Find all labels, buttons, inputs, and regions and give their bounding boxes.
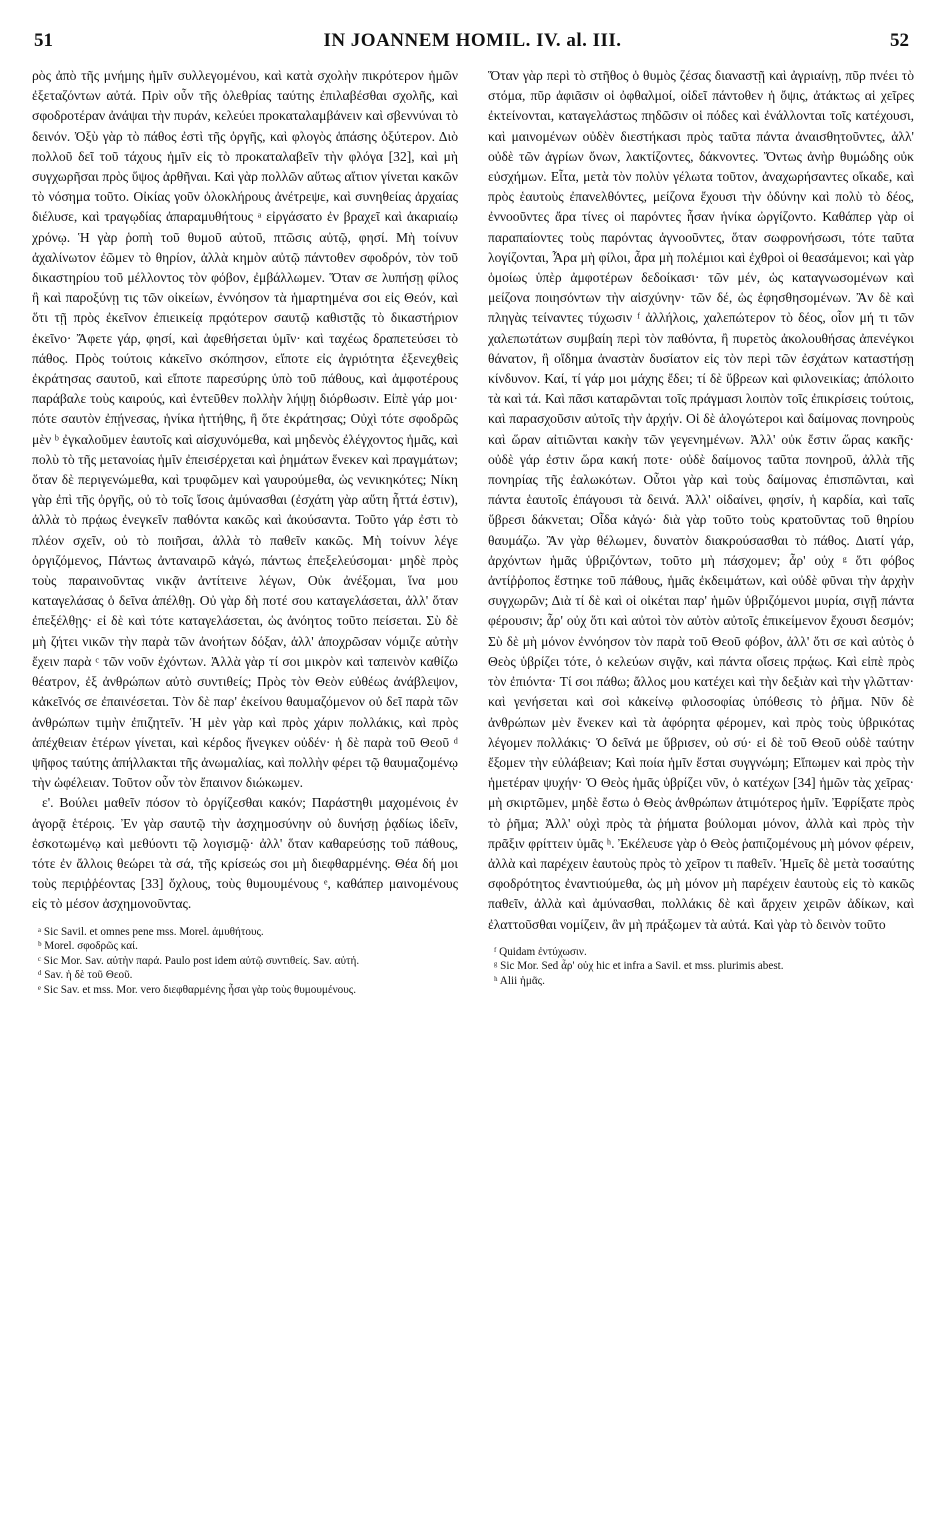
right-paragraph-1: Ὅταν γὰρ περὶ τὸ στῆθος ὁ θυμὸς ζέσας διαναστῇ καὶ ἀγριαίνῃ, πῦρ πνέει τὸ στόμα, πῦρ ἀφιᾶσιν οἱ ὀφθαλμοί, οἰδεῖ πάντοθεν ἡ ὄψις, ἀτάκτως αἱ χεῖρες ἐκτείνονται, καταγελάστως πηδῶσιν οἱ πόδες καὶ ἐνάλλονται τοῖς κατέχουσι, καὶ μαινομένων οὐδὲν διεστήκασι πρὸς ταῦτα πάντα ἀναισθητοῦντες, ἀλλ' οὐδὲ τῶν ἀγρίων ὄνων, λακτίζοντες, δάκνοντες. Ὄντως ἀνὴρ θυμώδης οὐκ εὐσχήμων. Εἶτα, μετὰ τὸν πολὺν γέλωτα τοῦτον, ἀναχωρήσαντες οἴκαδε, καὶ πρὸς ἑαυτοὺς ἐπανελθόντες, μείζονα ἔχουσι τὴν ὀδύνην καὶ πολὺ τὸ δέος, ἐννοοῦντες ἄρα τίνες οἱ παρόντες ἦσαν ἡνίκα ὠργίζοντο. Καθάπερ γὰρ οἱ παραπαίοντες τοὺς παρόντας ἀγνοοῦντες, ὅταν σωφρονήσωσι, τότε ταῦτα λογίζονται, Ἆρα μὴ φίλοι, ἆρα μὴ πολέμιοι καὶ ἐχθροὶ οἱ θεασάμενοι; καὶ γὰρ ὁμοίως ὑπὲρ ἀμφοτέρων δεδοίκασι· τῶν μέν, ὡς καταγνωσομένων καὶ μείζονα ποιησόντων τὴν αἰσχύνην· τῶν δέ, ὡς ἐφησθησομένων. Ἂν δὲ καὶ πληγὰς τείναντες τύχωσιν ᶠ ἀλλήλοις, χαλεπώτερον τὸ δέος, οἷον μή τι τῶν χαλεπωτάτων συμβαίη περὶ τὸν παθόντα, ἢ πυρετὸς ἀκολουθήσας ἀπενέγκοι θάνατον, ἢ οἴδημα ἀναστὰν δυσίατον εἰς τὸν περὶ τῶν ἐσχάτων καταστήσῃ κίνδυνον. Καί, τί γάρ μοι μάχης ἔδει; τί δὲ ὕβρεων καὶ φιλονεικίας; ἀπόλοιτο τὰ καὶ τά. Καὶ πᾶσι καταρῶνται τοῖς πράγμασι λοιπὸν τοῖς ἐπικρίσεις τούτοις, καὶ παρασχοῦσιν αὐτοῖς τὴν ἀρχήν. Οἱ δὲ ἀλογώτεροι καὶ δαίμονας πονηροὺς καὶ ὥραν αἰτιῶνται κακὴν τῶν γεγενημένων. Ἀλλ' οὐκ ἔστιν ὥρας κακῆς· οὐδὲ γάρ ἐστιν ὥρα κακή ποτε· οὐδὲ δαίμονος ταῦτα πονηροῦ, ἀλλὰ τῆς πονηρίας τῆς ἐαλωκότων. Οὗτοι γὰρ καὶ τοὺς δαίμονας ἐπισπῶνται, καὶ πάντα ἑαυτοῖς ἐπάγουσι τὰ δεινά. Ἀλλ' οἰδαίνει, φησίν, ἡ καρδία, καὶ ταῖς ὕβρεσι δάκνεται; Οἶδα κἀγώ· διὰ γὰρ τοῦτο τοὺς κρατοῦντας τοῦ θηρίου θαυμάζω. Ἂν γὰρ θέλωμεν, δυνατὸν διακρούσασθαι τὸ πάθος. Διατί γάρ, ἀρχόντων ἡμᾶς ὑβριζόντων, τοῦτο μὴ πάσχομεν; ἆρ' οὐχ ᵍ ὅτι φόβος ἀντίῤῥοπος ἕστηκε τοῦ πάθους, ἡμᾶς ἐκδειμάτων, καὶ οὐδὲ φῦναι τὴν ἀρχὴν συγχωρῶν; Διὰ τί δὲ καὶ οἱ οἰκέται παρ' ἡμῶν ὑβριζόμενοι μυρία, σιγῇ πάντα φέρουσιν; ἆρ' οὐχ ὅτι καὶ αὐτοὶ τὸν αὐτὸν αὐτοῖς ἐπικείμενον ἔχουσι δεσμόν; Σὺ δὲ μὴ μόνον ἐννόησον τὸν παρὰ τοῦ Θεοῦ φόβον, ἀλλ' ὅτι σε καὶ αὐτὸς ὁ Θεὸς ὑβρίζει τότε, ὁ κελεύων σιγᾷν, καὶ πάντα οἴσεις πρᾴως. Καὶ εἰπὲ πρὸς τὸν ἐπιόντα· Τί σοι πάθω; ἄλλος μου κατέχει καὶ τὴν δεξιὰν καὶ τὴν γλῶτταν· καὶ γενήσεται καὶ σοὶ κἀκείνῳ φιλοσοφίας ὑπόθεσις τὸ ῥῆμα. Νῦν δὲ ἀνθρώπων μὲν ἕνεκεν καὶ τὰ ἀφόρητα φέρομεν, καὶ πρὸς τοὺς ὑβρικότας λέγομεν πολλάκις· Ὁ δεῖνά με ὕβρισεν, οὐ σύ· εἰ δὲ τοῦ Θεοῦ οὐδὲ ταύτην ἔξομεν τὴν εὐλάβειαν; Καὶ ποία ἡμῖν ἔσται συγγνώμη; Εἴπωμεν καὶ πρὸς τὴν ἡμετέραν ψυχήν· Ὁ Θεὸς ἡμᾶς ὑβρίζει νῦν, ὁ κατέχων [34] ἡμῶν τὰς χεῖρας· μὴ σκιρτῶμεν, μηδὲ ἔστω ὁ Θεὸς ἀνθρώπων ἀτιμότερος ἡμῖν. Ἐφρίξατε πρὸς τὸ ῥῆμα; Ἀλλ' οὐχὶ πρὸς τὰ ῥήματα βούλομαι μόνον, ἀλλὰ καὶ πρὸς τὴν πρᾶξιν φρίττειν ὑμᾶς ʰ. Ἐκέλευσε γὰρ ὁ Θεὸς ῥαπιζομένους μὴ μόνον φέρειν, ἀλλὰ καὶ παρέχειν ἑαυτοὺς πρὸς τὸ χεῖρον τι παθεῖν. Ἡμεῖς δὲ μετὰ τοσαύτης σφοδρότητος ἐναντιούμεθα, ὡς μὴ μόνον μὴ παρέχειν ἑαυτοὺς εἰς τὸ κακῶς παθεῖν, ἀλλὰ καὶ ἀμύνασθαι, πολλάκις δὲ καὶ ἄρχειν χειρῶν ἀδίκων, καὶ ἐλαττοῦσθαι νομίζειν, ἂν μὴ πράξωμεν τὰ αὐτά. Καὶ γὰρ τὸ δεινὸν τοῦτο xyxy=(488,68,914,932)
footnote-a: ᵃ Sic Savil. et omnes pene mss. Morel. ἀμυθήτους. xyxy=(38,925,264,938)
footnote-b: ᵇ Morel. σφοδρῶς καί. xyxy=(38,940,138,953)
footnote-f: ᶠ Quidam ἐντύχωσιν. xyxy=(494,945,587,958)
page-number-left: 51 xyxy=(34,30,53,51)
left-paragraph-1: ρὸς ἀπὸ τῆς μνήμης ἡμῖν συλλεγομένου, καὶ κατὰ σχολὴν πικρότερον ἡμῶν ἐξεταζόντων αὐτά. Πρὶν οὖν τῆς ὀλεθρίας ταύτης ἐπιλαβέσθαι σχολῆς, καὶ σφοδροτέραν ἀνάψαι τὴν πυράν, κελεύει προκαταλαμβάνειν καὶ σβεννύναι τὸ δεινόν. Ὀξὺ γὰρ τὸ πάθος ἐστὶ τῆς ὀργῆς, καὶ φλογὸς ἁπάσης ὀξύτερον. Διὸ πολλοῦ δεῖ τοῦ τάχους ἡμῖν εἰς τὸ προκαταλαβεῖν τὴν φλόγα [32], καὶ μὴ συγχωρῆσαι πρὸς ὕψος ἀρθῆναι. Καὶ γὰρ πολλῶν αὕτως αἴτιον γίνεται κακῶν τὸ νόσημα τοῦτο. Οἰκίας γοῦν ὁλοκλήρους ἀνέτρεψε, καὶ συνηθείας ἀρχαίας διέλυσε, καὶ τραγῳδίας ἀπαραμυθήτους ᵃ εἰργάσατο ἐν βραχεῖ καὶ ἀκαριαίῳ χρόνῳ. Ἡ γὰρ ῥοπὴ τοῦ θυμοῦ αὐτοῦ, πτῶσις αὐτῷ, φησί. Μὴ τοίνυν ἀχαλίνωτον ἐῶμεν τὸ θηρίον, ἀλλὰ κημὸν αὐτῷ πάντοθεν σφοδρόν, τὸν τοῦ δικαστηρίου τοῦ μέλλοντος τὸν φόβον, ἐμβάλλωμεν. Ὅταν σε λυπήσῃ φίλος ἢ καὶ παροξύνῃ τις τῶν οἰκείων, ἐννόησον τὰ ἡμαρτημένα σοι εἰς Θεόν, καὶ ὅτι τῇ πρὸς ἐκεῖνον ἐπιεικείᾳ πρᾳότερον σαυτῷ καθιστᾷς τὸ δικαστήριον ἐκεῖνο· Ἄφετε γάρ, φησί, καὶ ἀφεθήσεται ὑμῖν· καὶ ταχέως δραπετεύσει τὸ πάθος. Πρὸς τούτοις κἀκεῖνο σκόπησον, εἴποτε εἰς ἀγριότητα ἐξενεχθεὶς ἐκράτησας σαυτοῦ, καὶ εἴποτε παρεσύρης ὑπὸ τοῦ πάθους, καὶ ἀμφοτέρους παράβαλε τοὺς καιρούς, καὶ ἐντεῦθεν πολλὴν λήψῃ διόρθωσιν. Εἰπὲ γάρ μοι· πότε σαυτὸν ἐπῄνεσας, ἡνίκα ἡττήθης, ἢ ὅτε ἐκράτησας; Οὐχὶ τότε σφοδρῶς μὲν ᵇ ἐγκαλοῦμεν ἑαυτοῖς καὶ αἰσχυνόμεθα, καὶ μηδενὸς ἐλέγχοντος ἡμᾶς, καὶ πολὺ τὸ τῆς μετανοίας ἡμῖν ἐπεισέρχεται καὶ ῥημάτων ἕνεκεν καὶ πραγμάτων; ὅταν δὲ περιγενώμεθα, καὶ τρυφῶμεν καὶ γαυρούμεθα, ὡς νενικηκότες; Νίκη γὰρ ἐπὶ τῆς ὀργῆς, οὐ τὸ τοῖς ἴσοις ἀμύνασθαι (ἐσχάτη γὰρ αὕτη ἧττά ἐστιν), ἀλλὰ τὸ πρᾴως ἐνεγκεῖν παθόντα κακῶς καὶ ἀκούσαντα. Τοῦτο γάρ ἐστι τὸ πλέον σχεῖν, οὐ τὸ ποιῆσαι, ἀλλὰ τὸ παθεῖν κακῶς. Μὴ τοίνυν λέγε ὀργιζόμενος, Πάντως ἀνταναιρῶ κἀγώ, πάντως ἐπεξελεύσομαι· μηδὲ πρὸς τοὺς παραινοῦντας νικᾷν ἀντίτεινε λέγων, Οὐκ ἀνέξομαι, ἵνα μου καταγελάσας ὁ δεῖνα ἀπέλθῃ. Οὐ γὰρ δὴ ποτέ σου καταγελάσεται, ἀλλ' ὅταν ἐπεξέλθῃς· εἰ δὲ καὶ τότε καταγελάσεται, ὡς ἀνόητος τοῦτο πείσεται. Σὺ δὲ μὴ ζήτει νικῶν τὴν παρὰ τῶν ἀνοήτων δόξαν, ἀλλ' ἀποχρῶσαν νόμιζε αὐτὴν ἔχειν παρὰ ᶜ τῶν νοῦν ἐχόντων. Ἀλλὰ γὰρ τί σοι μικρὸν καὶ ταπεινὸν καθίζω θέατρον, ἐξ ἀνθρώπων αὐτὸ συντιθείς; Πρὸς τὸν Θεὸν εὐθέως ἀνάβλεψον, κἀκεῖνός σε ἐπαινέσεται. Τὸν δὲ παρ' ἐκείνου θαυμαζόμενον οὐ δεῖ παρὰ τῶν ἀνθρώπων τιμὴν ἐπιζητεῖν. Ἡ μὲν γὰρ καὶ πρὸς χάριν πολλάκις, καὶ πρὸς ἀπέχθειαν ἑτέρων γίνεται, καὶ κέρδος ἤνεγκεν οὐδέν· ἡ δὲ παρὰ τοῦ Θεοῦ ᵈ ψῆφος ταύτης ἀπήλλακται τῆς ἀνωμαλίας, καὶ πολλὴν φέρει τῷ θαυμαζομένῳ τὴν ὠφέλειαν. Τοῦτον οὖν τὸν ἔπαινον διώκωμεν. xyxy=(32,68,458,791)
left-footnotes xyxy=(32,925,458,998)
page-header xyxy=(28,30,917,60)
left-paragraph-2: ε'. Βούλει μαθεῖν πόσον τὸ ὀργίζεσθαι κακόν; Παράστηθι μαχομένοις ἐν ἀγορᾷ ἑτέροις. Ἐν γὰρ σαυτῷ τὴν ἀσχημοσύνην οὐ δυνήσῃ ῥᾳδίως ἰδεῖν, ἐσκοτωμένῳ καὶ μεθύοντι τῷ λογισμῷ· ἀλλ' ὅταν καθαρεύσῃς τοῦ πάθους, τότε ἐν ἄλλοις θεώρει τὰ σά, τῆς κρίσεώς σοι μὴ διεφθαρμένης. Θέα δή μοι τοὺς περιῤῥέοντας [33] ὄχλους, τοὺς θυμουμένους ᵉ, καθάπερ μαινομένους εἰς τὸ μέσον ἀσχημονοῦντας. xyxy=(32,795,458,912)
footnote-h: ʰ Alii ἡμᾶς. xyxy=(494,974,545,987)
right-footnotes xyxy=(488,945,914,989)
right-column xyxy=(488,66,914,1526)
running-title: IN JOANNEM HOMIL. IV. al. III. xyxy=(323,30,622,51)
footnote-g: ᵍ Sic Mor. Sed ἆρ' οὐχ hic et infra a Savil. et mss. plurimis abest. xyxy=(494,960,784,973)
footnote-e: ᵉ Sic Sav. et mss. Mor. vero διεφθαρμένης ἦσαι γὰρ τοὺς θυμουμένους. xyxy=(38,983,357,996)
page-number-right: 52 xyxy=(890,30,909,51)
footnote-c: ᶜ Sic Mor. Sav. αὐτὴν παρά. Paulo post idem αὐτῷ συντιθείς. Sav. αὐτή. xyxy=(38,954,360,967)
left-column xyxy=(32,66,458,1526)
footnote-d: ᵈ Sav. ἡ δὲ τοῦ Θεοῦ. xyxy=(38,969,133,982)
